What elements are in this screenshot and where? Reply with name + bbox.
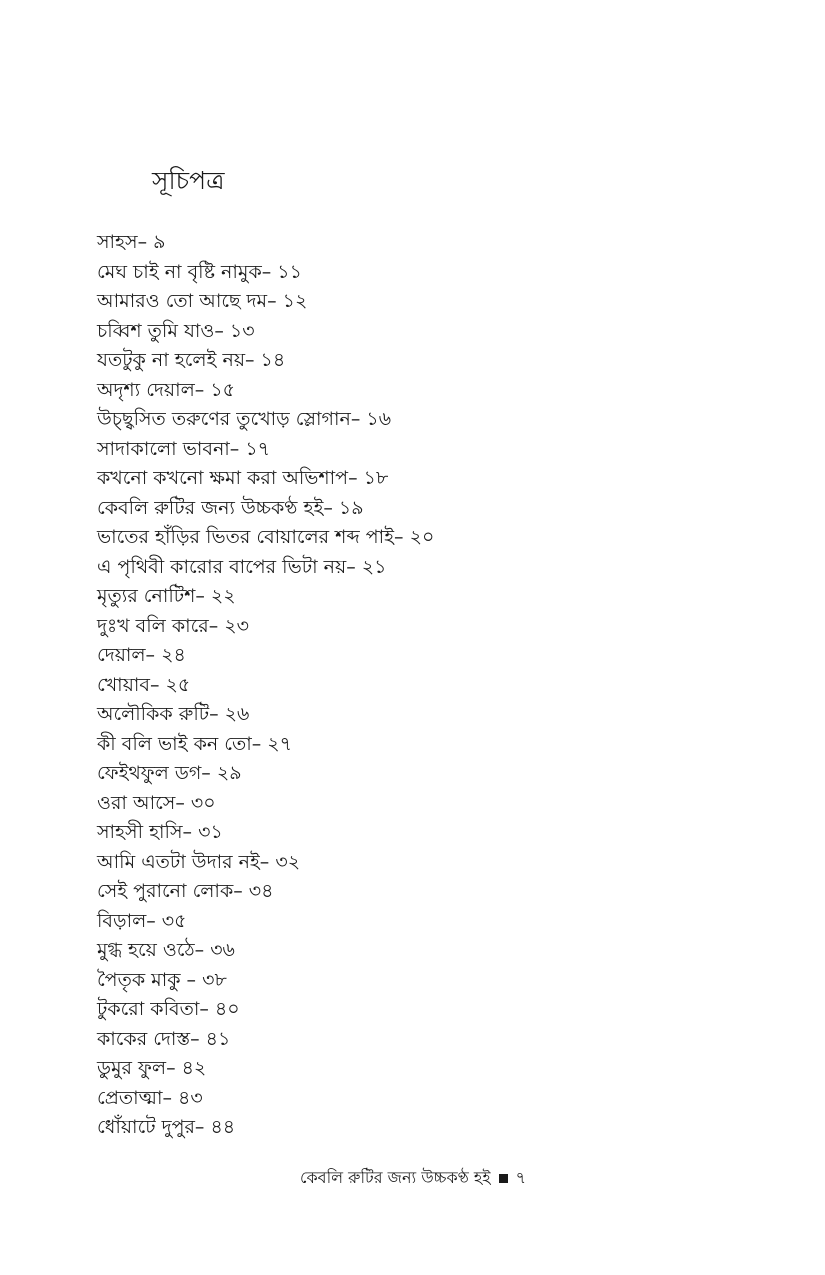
toc-entry: যতটুকু না হলেই নয়– ১৪ bbox=[97, 349, 286, 371]
square-bullet-icon bbox=[499, 1174, 508, 1183]
toc-entry: কখনো কখনো ক্ষমা করা অভিশাপ– ১৮ bbox=[97, 467, 389, 489]
toc-entry: আমি এতটা উদার নই– ৩২ bbox=[97, 850, 301, 873]
toc-entry: ধোঁয়াটে দুপুর– ৪৪ bbox=[97, 1116, 236, 1138]
toc-entry: ফেইথফুল ডগ– ২৯ bbox=[97, 762, 242, 784]
toc-entry: ওরা আসে– ৩০ bbox=[97, 791, 216, 814]
footer-book-title: কেবলি রুটির জন্য উচ্চকণ্ঠ হই bbox=[300, 1168, 491, 1187]
toc-entry: কাকের দোস্ত– ৪১ bbox=[97, 1027, 231, 1050]
toc-entry: সেই পুরানো লোক– ৩৪ bbox=[97, 880, 274, 902]
page-number: ৭ bbox=[515, 1168, 527, 1187]
toc-entry: সাদাকালো ভাবনা– ১৭ bbox=[97, 437, 271, 460]
toc-entry: এ পৃথিবী কারোর বাপের ভিটা নয়– ২১ bbox=[97, 555, 387, 578]
toc-entry: মৃত্যুর নোটিশ– ২২ bbox=[97, 585, 236, 607]
toc-heading: সূচিপত্র bbox=[152, 166, 225, 195]
toc-entry: দুঃখ বলি কারে– ২৩ bbox=[97, 614, 249, 637]
toc-entry: সাহস– ৯ bbox=[97, 231, 166, 253]
toc-entry: মেঘ চাই না বৃষ্টি নামুক– ১১ bbox=[97, 260, 302, 283]
toc-entry: কেবলি রুটির জন্য উচ্চকণ্ঠ হই– ১৯ bbox=[97, 496, 364, 519]
toc-entry: সাহসী হাসি– ৩১ bbox=[97, 821, 223, 843]
toc-entry: অদৃশ্য দেয়াল– ১৫ bbox=[97, 378, 235, 401]
toc-entry: ডুমুর ফুল– ৪২ bbox=[97, 1057, 207, 1079]
toc-entry: টুকরো কবিতা– ৪০ bbox=[97, 998, 240, 1020]
toc-entry: ভাতের হাঁড়ির ভিতর বোয়ালের শব্দ পাই– ২০ bbox=[97, 526, 435, 548]
toc-entry: অলৌকিক রুটি– ২৬ bbox=[97, 703, 250, 725]
toc-entry: দেয়াল– ২৪ bbox=[97, 644, 186, 666]
page-footer bbox=[300, 1166, 526, 1190]
toc-entry: বিড়াল– ৩৫ bbox=[97, 909, 187, 932]
toc-entry: উচ্ছ্বসিত তরুণের তুখোড় স্লোগান– ১৬ bbox=[97, 408, 392, 430]
toc-entry: মুগ্ধ হয়ে ওঠে– ৩৬ bbox=[97, 939, 235, 961]
toc-entry: খোয়াব– ২৫ bbox=[97, 673, 191, 696]
toc-entry: চব্বিশ তুমি যাও– ১৩ bbox=[97, 319, 255, 342]
toc-entry: পৈতৃক মাকু – ৩৮ bbox=[97, 968, 227, 991]
toc-list bbox=[97, 228, 434, 1143]
toc-entry: প্রেতাত্মা– ৪৩ bbox=[97, 1086, 203, 1109]
toc-entry: কী বলি ভাই কন তো– ২৭ bbox=[97, 732, 292, 755]
toc-entry: আমারও তো আছে দম– ১২ bbox=[97, 290, 308, 312]
